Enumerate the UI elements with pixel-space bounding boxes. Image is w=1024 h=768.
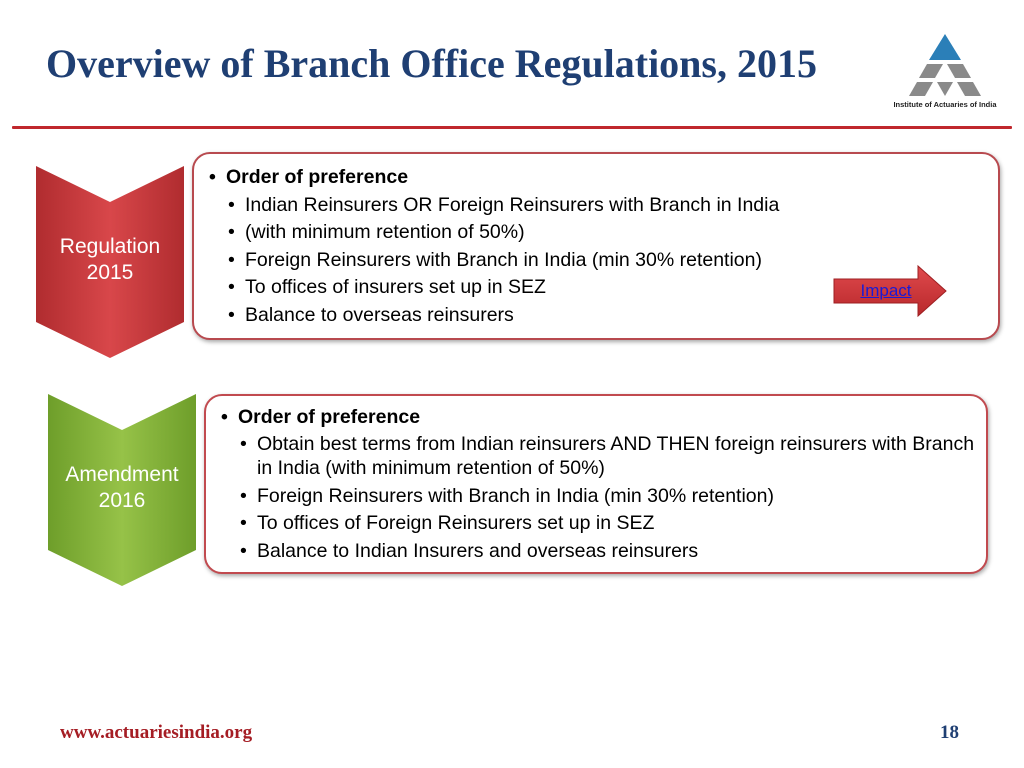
regulation-label-line1: Regulation bbox=[59, 235, 161, 258]
regulation-label-line2: 2015 bbox=[86, 261, 134, 284]
list-item: • (with minimum retention of 50%) bbox=[225, 219, 779, 247]
impact-link-button[interactable] bbox=[832, 264, 948, 318]
regulation-2015-chevron bbox=[36, 166, 184, 360]
impact-link-label[interactable]: Impact bbox=[860, 281, 912, 300]
logo-caption: Institute of Actuaries of India bbox=[893, 100, 997, 109]
amendment-2016-chevron bbox=[48, 394, 196, 588]
slide-title: Overview of Branch Office Regulations, 2015 bbox=[46, 41, 817, 86]
regulation-heading: • Order of preference bbox=[206, 164, 779, 192]
amendment-heading: • Order of preference bbox=[218, 404, 978, 432]
amendment-label-line2: 2016 bbox=[98, 489, 146, 512]
list-item: • To offices of Foreign Reinsurers set up in SEZ bbox=[237, 510, 978, 538]
list-item: • Foreign Reinsurers with Branch in India (min 30% retention) bbox=[225, 247, 779, 275]
list-item: • Balance to Indian Insurers and overseas reinsurers bbox=[237, 538, 978, 566]
amendment-2016-panel bbox=[204, 394, 988, 574]
list-item: • Foreign Reinsurers with Branch in India (min 30% retention) bbox=[237, 483, 978, 511]
list-item: • To offices of insurers set up in SEZ bbox=[225, 274, 779, 302]
list-item: • Indian Reinsurers OR Foreign Reinsurers with Branch in India bbox=[225, 192, 779, 220]
list-item: • Balance to overseas reinsurers bbox=[225, 302, 779, 330]
page-number: 18 bbox=[940, 722, 959, 743]
footer-website-link[interactable]: www.actuariesindia.org bbox=[60, 722, 253, 743]
title-divider bbox=[12, 126, 1012, 129]
list-item: • Obtain best terms from Indian reinsurers AND THEN foreign reinsurers with Branch in India (with minimum retention of 50%) bbox=[237, 432, 978, 483]
amendment-label-line1: Amendment bbox=[65, 463, 179, 486]
